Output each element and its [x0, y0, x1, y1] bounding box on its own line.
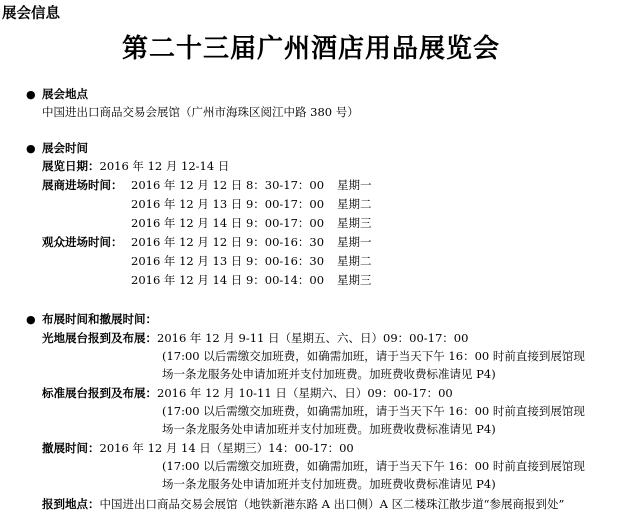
exhibitor-time-label: 展商进场时间：: [42, 178, 123, 192]
bullet-icon: ●: [26, 313, 36, 326]
visitor-time-label: 观众进场时间：: [42, 235, 123, 249]
checkin-location-label: 报到地点：: [42, 497, 100, 511]
bullet-icon: ●: [26, 142, 36, 155]
exhibitor-time-date: 2016 年 12 月 13 日 9：00-17：00: [131, 197, 325, 211]
visitor-time-day: 星期一: [337, 235, 372, 249]
raw-space-label: 光地展台报到及布展：: [42, 331, 157, 345]
dismantle-note: (17:00 以后需缴交加班费，如确需加班，请于当天下午 16：00 时前直接到展馆现: [162, 459, 585, 473]
page-header: 展会信息: [2, 6, 60, 22]
exhibitor-time-day: 星期三: [337, 216, 372, 230]
dismantle-note: 场一条龙服务处申请加班并支付加班费。加班费收费标准请见 P4): [162, 477, 496, 491]
time-heading: 展会时间: [42, 141, 88, 155]
standard-booth-label: 标准展台报到及布展：: [42, 386, 157, 400]
build-heading: 布展时间和撤展时间：: [42, 312, 157, 326]
visitor-time-date: 2016 年 12 月 14 日 9：00-14：00: [131, 273, 325, 287]
dismantle-line: [42, 441, 354, 455]
exhibition-date-label: 展览日期：: [42, 159, 100, 173]
standard-booth-value: 2016 年 12 月 10-11 日（星期六、日）09：00-17：00: [157, 386, 453, 400]
venue-heading: 展会地点: [42, 87, 88, 101]
standard-booth-note: (17:00 以后需缴交加班费，如确需加班，请于当天下午 16：00 时前直接到展馆现: [162, 404, 585, 418]
raw-space-value: 2016 年 12 月 9-11 日（星期五、六、日）09：00-17：00: [157, 331, 469, 345]
exhibitor-time-day: 星期二: [337, 197, 372, 211]
venue-text: 中国进出口商品交易会展馆（广州市海珠区阅江中路 380 号）: [42, 105, 359, 119]
standard-booth-line: [42, 386, 453, 400]
checkin-location-line: [42, 497, 564, 511]
exhibitor-time-date: 2016 年 12 月 12 日 8：30-17：00: [131, 178, 325, 192]
raw-space-note: 场一条龙服务处申请加班并支付加班费。加班费收费标准请见 P4): [162, 367, 496, 381]
dismantle-label: 撤展时间：: [42, 441, 100, 455]
checkin-location-value: 中国进出口商品交易会展馆（地铁新港东路 A 出口侧）A 区二楼珠江散步道“参展商报到处”: [99, 497, 565, 511]
standard-booth-note: 场一条龙服务处申请加班并支付加班费。加班费收费标准请见 P4): [162, 422, 496, 436]
dismantle-value: 2016 年 12 月 14 日（星期三）14：00-17：00: [99, 441, 354, 455]
exhibitor-time-date: 2016 年 12 月 14 日 9：00-17：00: [131, 216, 325, 230]
raw-space-note: (17:00 以后需缴交加班费，如确需加班，请于当天下午 16：00 时前直接到展馆现: [162, 349, 585, 363]
page-title: 第二十三届广州酒店用品展览会: [121, 34, 500, 64]
exhibition-date-line: [42, 159, 229, 173]
visitor-time-date: 2016 年 12 月 13 日 9：00-16：30: [131, 254, 325, 268]
raw-space-line: [42, 331, 468, 345]
exhibitor-time-day: 星期一: [337, 178, 372, 192]
bullet-icon: ●: [26, 88, 36, 101]
exhibition-date-value: 2016 年 12 月 12-14 日: [99, 159, 230, 173]
visitor-time-date: 2016 年 12 月 12 日 9：00-16：30: [131, 235, 325, 249]
visitor-time-day: 星期三: [337, 273, 372, 287]
visitor-time-day: 星期二: [337, 254, 372, 268]
